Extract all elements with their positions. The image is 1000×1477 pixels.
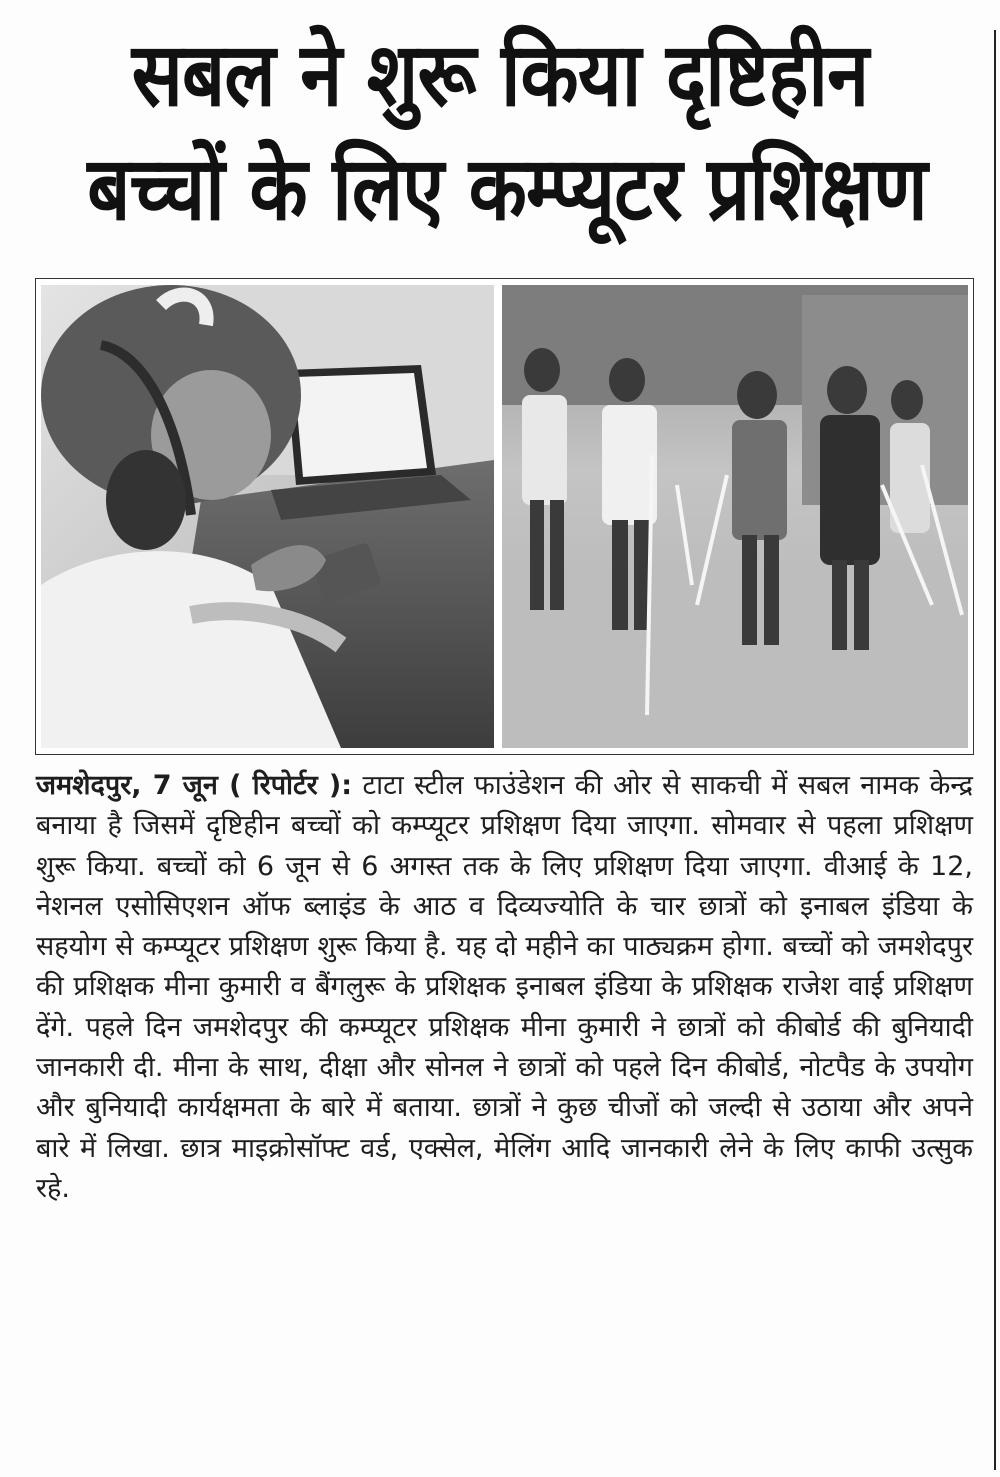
article-body — [36, 766, 973, 1209]
column-rule — [994, 30, 996, 1470]
student-at-laptop-photo — [41, 285, 494, 748]
headline-line-2: बच्चों के लिए कम्प्यूटर प्रशिक्षण — [87, 137, 927, 240]
dateline: जमशेदपुर, 7 जून ( रिपोर्टर ): — [36, 770, 353, 801]
students-walking-image — [502, 285, 968, 748]
student-at-laptop-image — [41, 285, 494, 748]
headline-line-1: सबल ने शुरू किया दृष्टिहीन — [131, 23, 869, 126]
article-text: टाटा स्टील फाउंडेशन की ओर से साकची में सबल नामक केन्द्र बनाया है जिसमें दृष्टिहीन बच्चों को कम्प्यूटर प्रशिक्षण दिया जाएगा. सोमवार से पहला प्रशिक्षण शुरू किया. बच्चों को 6 जून से 6 अगस्त तक के लिए प्रशिक्षण दिया जाएगा. वीआई के 12, नेशनल एसोसिएशन ऑफ ब्लाइंड के आठ व दिव्यज्योति के चार छात्रों को इनाबल इंडिया के सहयोग से कम्प्यूटर प्रशिक्षण शुरू किया है. यह दो महीने का पाठ्यक्रम होगा. बच्चों को जमशेदपुर की प्रशिक्षक मीना कुमारी व बैंगलुरू के प्रशिक्षक इनाबल इंडिया के प्रशिक्षक राजेश वाई प्रशिक्षण देंगे. पहले दिन जमशेदपुर की कम्प्यूटर प्रशिक्षक मीना कुमारी ने छात्रों को कीबोर्ड की बुनियादी जानकारी दी. मीना के साथ, दीक्षा और सोनल ने छात्रों को पहले दिन कीबोर्ड, नोटपैड के उपयोग और बुनियादी कार्यक्षमता के बारे में बताया. छात्रों ने कुछ चीजों को जल्दी से उठाया और अपने बारे में लिखा. छात्र माइक्रोसॉफ्ट वर्ड, एक्सेल, मेलिंग आदि जानकारी लेने के लिए काफी उत्सुक रहे. — [36, 770, 973, 1204]
students-walking-with-canes-photo — [502, 285, 968, 748]
photo-frame — [35, 278, 974, 755]
headline — [20, 18, 980, 246]
